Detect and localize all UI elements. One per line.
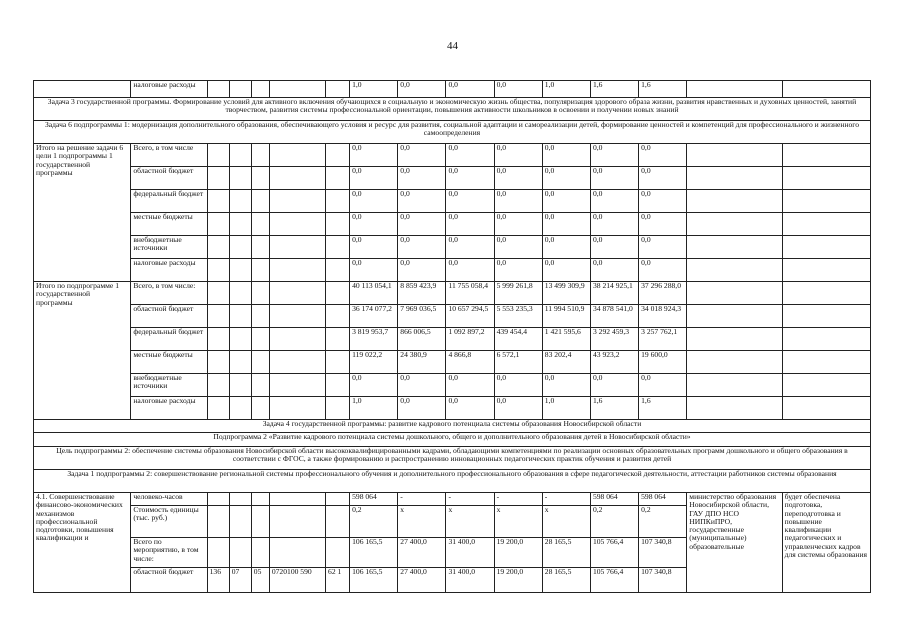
- executor-cell: [687, 213, 782, 236]
- amount-cell: 0,0: [446, 167, 494, 190]
- budget-code-cell: 62 1: [326, 568, 350, 593]
- amount-cell: 598 064: [590, 493, 638, 506]
- amount-cell: 1,6: [639, 81, 687, 98]
- amount-cell: 0,0: [350, 236, 398, 259]
- amount-cell: 27 400,0: [398, 568, 446, 593]
- amount-cell: 7 969 036,5: [398, 305, 446, 328]
- budget-code-cell: [326, 351, 350, 374]
- budget-code-cell: [229, 282, 251, 305]
- amount-cell: 11 994 510,9: [542, 305, 590, 328]
- executor-cell: [687, 282, 782, 305]
- table-row: [34, 167, 871, 190]
- executor-cell: [687, 259, 782, 282]
- result-cell: [782, 374, 870, 397]
- budget-code-cell: [229, 538, 251, 568]
- amount-cell: 0,0: [590, 213, 638, 236]
- budget-code-cell: 136: [207, 568, 229, 593]
- table-row: [34, 259, 871, 282]
- funding-source-cell: областной бюджет: [131, 305, 207, 328]
- amount-cell: 0,0: [350, 144, 398, 167]
- amount-cell: 0,2: [590, 506, 638, 538]
- amount-cell: 598 064: [639, 493, 687, 506]
- budget-code-cell: [269, 282, 325, 305]
- task3-header: Задача 3 государственной программы. Формирование условий для активного включения обучающихся в социальную и экономическую жизнь общества, популяризация здорового образа жизни, развития нравственных и духовных ценностей, занятий творчеством, развития системы профессиональной ориентации, повышения активности школьников в освоении и получении новых знаний: [34, 98, 871, 121]
- amount-cell: 0,0: [446, 190, 494, 213]
- budget-code-cell: [207, 282, 229, 305]
- amount-cell: 28 165,5: [542, 568, 590, 593]
- amount-cell: 37 296 288,0: [639, 282, 687, 305]
- amount-cell: 105 766,4: [590, 568, 638, 593]
- amount-cell: 1,6: [590, 397, 638, 420]
- budget-code-cell: 05: [251, 568, 269, 593]
- amount-cell: 1,0: [350, 81, 398, 98]
- funding-source-cell: внебюджетные источники: [131, 374, 207, 397]
- amount-cell: 0,0: [590, 259, 638, 282]
- result-cell: [782, 259, 870, 282]
- amount-cell: 0,0: [350, 167, 398, 190]
- funding-source-cell: налоговые расходы: [131, 81, 207, 98]
- budget-code-cell: [207, 259, 229, 282]
- amount-cell: 24 380,9: [398, 351, 446, 374]
- task4-header: Задача 4 государственной программы: развитие кадрового потенциала системы образования Новосибирской области: [34, 420, 871, 433]
- funding-source-cell: Всего, в том числе: [131, 144, 207, 167]
- amount-cell: 0,0: [590, 190, 638, 213]
- budget-code-cell: 07: [229, 568, 251, 593]
- budget-code-cell: [269, 144, 325, 167]
- budget-code-cell: [251, 305, 269, 328]
- funding-source-cell: местные бюджеты: [131, 213, 207, 236]
- funding-source-cell: областной бюджет: [131, 167, 207, 190]
- program-finance-table: [33, 80, 871, 593]
- group1-title: Итого на решение задачи 6 цели 1 подпрограммы 1 государственной программы: [34, 144, 131, 282]
- result-cell: [782, 328, 870, 351]
- result-cell: будет обеспечена подготовка, переподготовка и повышение квалификации педагогических и управленческих кадров для системы образования: [782, 493, 870, 593]
- budget-code-cell: [251, 328, 269, 351]
- amount-cell: 36 174 077,2: [350, 305, 398, 328]
- result-cell: [782, 236, 870, 259]
- budget-code-cell: [269, 190, 325, 213]
- budget-code-cell: [207, 328, 229, 351]
- amount-cell: 0,0: [542, 190, 590, 213]
- budget-code-cell: [251, 259, 269, 282]
- item-4-1-title: 4.1. Совершенствование финансово-экономических механизмов профессиональной подготовки, повышения квалификации и: [34, 493, 131, 593]
- budget-code-cell: [207, 397, 229, 420]
- amount-cell: 0,0: [590, 144, 638, 167]
- amount-cell: 38 214 925,1: [590, 282, 638, 305]
- budget-code-cell: [269, 305, 325, 328]
- amount-cell: 1,0: [350, 397, 398, 420]
- table-row: [34, 144, 871, 167]
- table-row: [34, 213, 871, 236]
- amount-cell: 19 200,0: [494, 538, 542, 568]
- funding-source-cell: местные бюджеты: [131, 351, 207, 374]
- budget-code-cell: [251, 538, 269, 568]
- budget-code-cell: [326, 538, 350, 568]
- amount-cell: 0,0: [494, 144, 542, 167]
- table-row: [34, 81, 871, 98]
- amount-cell: -: [446, 493, 494, 506]
- budget-code-cell: [207, 351, 229, 374]
- amount-cell: 0,0: [639, 259, 687, 282]
- amount-cell: х: [542, 506, 590, 538]
- amount-cell: 0,0: [446, 144, 494, 167]
- budget-code-cell: [251, 493, 269, 506]
- budget-code-cell: [269, 397, 325, 420]
- budget-code-cell: [207, 493, 229, 506]
- budget-code-cell: [207, 305, 229, 328]
- budget-code-cell: [326, 506, 350, 538]
- page-number: 44: [447, 40, 458, 52]
- budget-code-cell: [207, 213, 229, 236]
- table-row: [34, 374, 871, 397]
- budget-code-cell: [326, 282, 350, 305]
- amount-cell: 107 340,8: [639, 538, 687, 568]
- title-cell: [34, 81, 131, 98]
- budget-code-cell: [251, 190, 269, 213]
- amount-cell: 0,0: [446, 374, 494, 397]
- amount-cell: 34 878 541,0: [590, 305, 638, 328]
- task6-header-row: [34, 121, 871, 144]
- result-cell: [782, 397, 870, 420]
- amount-cell: 0,0: [494, 259, 542, 282]
- budget-code-cell: [251, 397, 269, 420]
- amount-cell: 0,0: [639, 213, 687, 236]
- executor-cell: [687, 167, 782, 190]
- amount-cell: 0,0: [542, 144, 590, 167]
- amount-cell: -: [398, 493, 446, 506]
- task1-header-row: [34, 470, 871, 493]
- amount-cell: 10 657 294,5: [446, 305, 494, 328]
- budget-code-cell: [326, 305, 350, 328]
- budget-code-cell: [229, 493, 251, 506]
- amount-cell: 0,0: [542, 236, 590, 259]
- table-row: [34, 305, 871, 328]
- amount-cell: 119 022,2: [350, 351, 398, 374]
- budget-code-cell: [326, 81, 350, 98]
- amount-cell: 1,6: [590, 81, 638, 98]
- budget-code-cell: [269, 374, 325, 397]
- budget-code-cell: [269, 236, 325, 259]
- table-row: [34, 493, 871, 506]
- result-cell: [782, 190, 870, 213]
- executor-cell: министерство образования Новосибирской области, ГАУ ДПО НСО НИПКиПРО, государственные (муниципальные) образовательные: [687, 493, 782, 593]
- amount-cell: х: [446, 506, 494, 538]
- group2-title: Итого по подпрограмме 1 государственной программы: [34, 282, 131, 420]
- amount-cell: 0,0: [494, 167, 542, 190]
- budget-code-cell: [326, 259, 350, 282]
- amount-cell: 31 400,0: [446, 538, 494, 568]
- amount-cell: 8 859 423,9: [398, 282, 446, 305]
- amount-cell: 1 421 595,6: [542, 328, 590, 351]
- table-row: [34, 190, 871, 213]
- amount-cell: 0,0: [350, 374, 398, 397]
- amount-cell: 3 257 762,1: [639, 328, 687, 351]
- budget-code-cell: [229, 506, 251, 538]
- table-row: [34, 328, 871, 351]
- amount-cell: 5 999 261,8: [494, 282, 542, 305]
- amount-cell: 0,0: [590, 167, 638, 190]
- budget-code-cell: [251, 374, 269, 397]
- task3-header-row: [34, 98, 871, 121]
- amount-cell: 0,0: [494, 213, 542, 236]
- amount-cell: 0,0: [398, 236, 446, 259]
- amount-cell: 0,0: [590, 374, 638, 397]
- budget-code-cell: [269, 167, 325, 190]
- amount-cell: 0,0: [398, 190, 446, 213]
- budget-code-cell: [207, 236, 229, 259]
- amount-cell: 0,0: [494, 236, 542, 259]
- amount-cell: 6 572,1: [494, 351, 542, 374]
- subprogram2-header: Подпрограмма 2 «Развитие кадрового потенциала системы дошкольного, общего и дополнительного образования детей в Новосибирской области»: [34, 433, 871, 447]
- result-cell: [782, 144, 870, 167]
- budget-code-cell: [326, 144, 350, 167]
- executor-cell: [687, 351, 782, 374]
- funding-source-cell: налоговые расходы: [131, 259, 207, 282]
- table-row: [34, 397, 871, 420]
- budget-code-cell: [207, 144, 229, 167]
- budget-code-cell: [229, 305, 251, 328]
- amount-cell: 0,2: [639, 506, 687, 538]
- budget-code-cell: [269, 213, 325, 236]
- amount-cell: 3 819 953,7: [350, 328, 398, 351]
- budget-code-cell: [229, 328, 251, 351]
- amount-cell: 1,0: [542, 397, 590, 420]
- budget-code-cell: [229, 259, 251, 282]
- funding-source-cell: внебюджетные источники: [131, 236, 207, 259]
- amount-cell: 106 165,5: [350, 538, 398, 568]
- amount-cell: 0,0: [350, 259, 398, 282]
- table-row: [34, 351, 871, 374]
- budget-code-cell: [326, 374, 350, 397]
- amount-cell: 1,6: [639, 397, 687, 420]
- budget-code-cell: [269, 259, 325, 282]
- amount-cell: 0,0: [350, 213, 398, 236]
- amount-cell: 0,0: [639, 167, 687, 190]
- result-cell: [782, 81, 870, 98]
- budget-code-cell: [269, 351, 325, 374]
- amount-cell: 0,2: [350, 506, 398, 538]
- amount-cell: х: [494, 506, 542, 538]
- amount-cell: 0,0: [542, 259, 590, 282]
- budget-code-cell: [207, 167, 229, 190]
- result-cell: [782, 213, 870, 236]
- funding-source-cell: федеральный бюджет: [131, 328, 207, 351]
- amount-cell: 0,0: [398, 374, 446, 397]
- budget-code-cell: [229, 144, 251, 167]
- amount-cell: 0,0: [639, 374, 687, 397]
- goal2-header: Цель подпрограммы 2: обеспечение системы образования Новосибирской области высококвалифицированными кадрами, обладающими компетенциями по реализации основных образовательных программ дошкольного и общего образования в соответствии с ФГОС, а также формированию и распространению инновационных педагогических практик обучения и развития детей: [34, 447, 871, 470]
- result-cell: [782, 305, 870, 328]
- amount-cell: 105 766,4: [590, 538, 638, 568]
- amount-cell: 0,0: [590, 236, 638, 259]
- executor-cell: [687, 374, 782, 397]
- budget-code-cell: [251, 213, 269, 236]
- budget-code-cell: [229, 190, 251, 213]
- budget-code-cell: [326, 190, 350, 213]
- funding-source-cell: Всего по мероприятию, в том числе:: [131, 538, 207, 568]
- amount-cell: 0,0: [542, 213, 590, 236]
- budget-code-cell: [207, 81, 229, 98]
- budget-code-cell: [326, 167, 350, 190]
- amount-cell: 0,0: [446, 236, 494, 259]
- amount-cell: 19 200,0: [494, 568, 542, 593]
- amount-cell: 0,0: [446, 81, 494, 98]
- budget-code-cell: [326, 328, 350, 351]
- budget-code-cell: [251, 81, 269, 98]
- funding-source-cell: Стоимость единицы (тыс. руб.): [131, 506, 207, 538]
- budget-code-cell: 0720100 590: [269, 568, 325, 593]
- amount-cell: 106 165,5: [350, 568, 398, 593]
- budget-code-cell: [251, 236, 269, 259]
- budget-code-cell: [251, 351, 269, 374]
- budget-code-cell: [229, 397, 251, 420]
- amount-cell: 0,0: [446, 259, 494, 282]
- amount-cell: 439 454,4: [494, 328, 542, 351]
- amount-cell: 0,0: [639, 190, 687, 213]
- amount-cell: -: [494, 493, 542, 506]
- budget-code-cell: [251, 282, 269, 305]
- amount-cell: х: [398, 506, 446, 538]
- amount-cell: 40 113 054,1: [350, 282, 398, 305]
- budget-code-cell: [207, 506, 229, 538]
- amount-cell: 43 923,2: [590, 351, 638, 374]
- result-cell: [782, 167, 870, 190]
- amount-cell: 27 400,0: [398, 538, 446, 568]
- amount-cell: 0,0: [398, 213, 446, 236]
- amount-cell: 1,0: [542, 81, 590, 98]
- amount-cell: 1 092 897,2: [446, 328, 494, 351]
- goal2-header-row: [34, 447, 871, 470]
- amount-cell: 31 400,0: [446, 568, 494, 593]
- amount-cell: 0,0: [494, 374, 542, 397]
- amount-cell: 598 064: [350, 493, 398, 506]
- amount-cell: -: [542, 493, 590, 506]
- amount-cell: 13 499 309,9: [542, 282, 590, 305]
- executor-cell: [687, 190, 782, 213]
- amount-cell: 0,0: [494, 190, 542, 213]
- amount-cell: 0,0: [542, 374, 590, 397]
- task4-header-row: [34, 420, 871, 433]
- funding-source-cell: Всего, в том числе:: [131, 282, 207, 305]
- task1-header: Задача 1 подпрограммы 2: совершенствование региональной системы профессионального обучения и дополнительного профессионального образования в сфере педагогической деятельности, аттестации работников системы образования: [34, 470, 871, 493]
- amount-cell: 0,0: [398, 397, 446, 420]
- budget-code-cell: [229, 81, 251, 98]
- result-cell: [782, 351, 870, 374]
- budget-code-cell: [269, 493, 325, 506]
- amount-cell: 0,0: [446, 397, 494, 420]
- amount-cell: 4 866,8: [446, 351, 494, 374]
- budget-code-cell: [269, 81, 325, 98]
- amount-cell: 28 165,5: [542, 538, 590, 568]
- amount-cell: 19 600,0: [639, 351, 687, 374]
- executor-cell: [687, 236, 782, 259]
- amount-cell: 34 018 924,3: [639, 305, 687, 328]
- executor-cell: [687, 81, 782, 98]
- executor-cell: [687, 328, 782, 351]
- budget-code-cell: [207, 538, 229, 568]
- amount-cell: 0,0: [542, 167, 590, 190]
- budget-code-cell: [326, 397, 350, 420]
- funding-source-cell: областной бюджет: [131, 568, 207, 593]
- amount-cell: 0,0: [639, 236, 687, 259]
- budget-code-cell: [269, 538, 325, 568]
- amount-cell: 0,0: [398, 259, 446, 282]
- budget-code-cell: [207, 374, 229, 397]
- amount-cell: 0,0: [639, 144, 687, 167]
- amount-cell: 5 553 235,3: [494, 305, 542, 328]
- funding-source-cell: человеко-часов: [131, 493, 207, 506]
- amount-cell: 0,0: [398, 144, 446, 167]
- budget-code-cell: [326, 213, 350, 236]
- budget-code-cell: [229, 236, 251, 259]
- amount-cell: 83 202,4: [542, 351, 590, 374]
- budget-code-cell: [269, 328, 325, 351]
- amount-cell: 3 292 459,3: [590, 328, 638, 351]
- amount-cell: 0,0: [446, 213, 494, 236]
- executor-cell: [687, 305, 782, 328]
- amount-cell: 0,0: [398, 81, 446, 98]
- budget-code-cell: [229, 167, 251, 190]
- budget-code-cell: [251, 506, 269, 538]
- amount-cell: 107 340,8: [639, 568, 687, 593]
- table-row: [34, 236, 871, 259]
- funding-source-cell: федеральный бюджет: [131, 190, 207, 213]
- subprogram2-header-row: [34, 433, 871, 447]
- executor-cell: [687, 144, 782, 167]
- budget-code-cell: [229, 351, 251, 374]
- budget-code-cell: [269, 506, 325, 538]
- amount-cell: 0,0: [350, 190, 398, 213]
- executor-cell: [687, 397, 782, 420]
- amount-cell: 0,0: [494, 81, 542, 98]
- amount-cell: 866 006,5: [398, 328, 446, 351]
- table-row: [34, 282, 871, 305]
- amount-cell: 0,0: [494, 397, 542, 420]
- budget-code-cell: [326, 493, 350, 506]
- budget-code-cell: [229, 374, 251, 397]
- amount-cell: 0,0: [398, 167, 446, 190]
- result-cell: [782, 282, 870, 305]
- budget-code-cell: [251, 167, 269, 190]
- task6-header: Задача 6 подпрограммы 1: модернизация дополнительного образования, обеспечивающего условия и ресурс для развития, социальной адаптации и самореализации детей, формирование ценностей и компетенций для профессионального и жизненного самоопределения: [34, 121, 871, 144]
- budget-code-cell: [251, 144, 269, 167]
- budget-code-cell: [207, 190, 229, 213]
- amount-cell: 11 755 058,4: [446, 282, 494, 305]
- budget-code-cell: [229, 213, 251, 236]
- funding-source-cell: налоговые расходы: [131, 397, 207, 420]
- budget-code-cell: [326, 236, 350, 259]
